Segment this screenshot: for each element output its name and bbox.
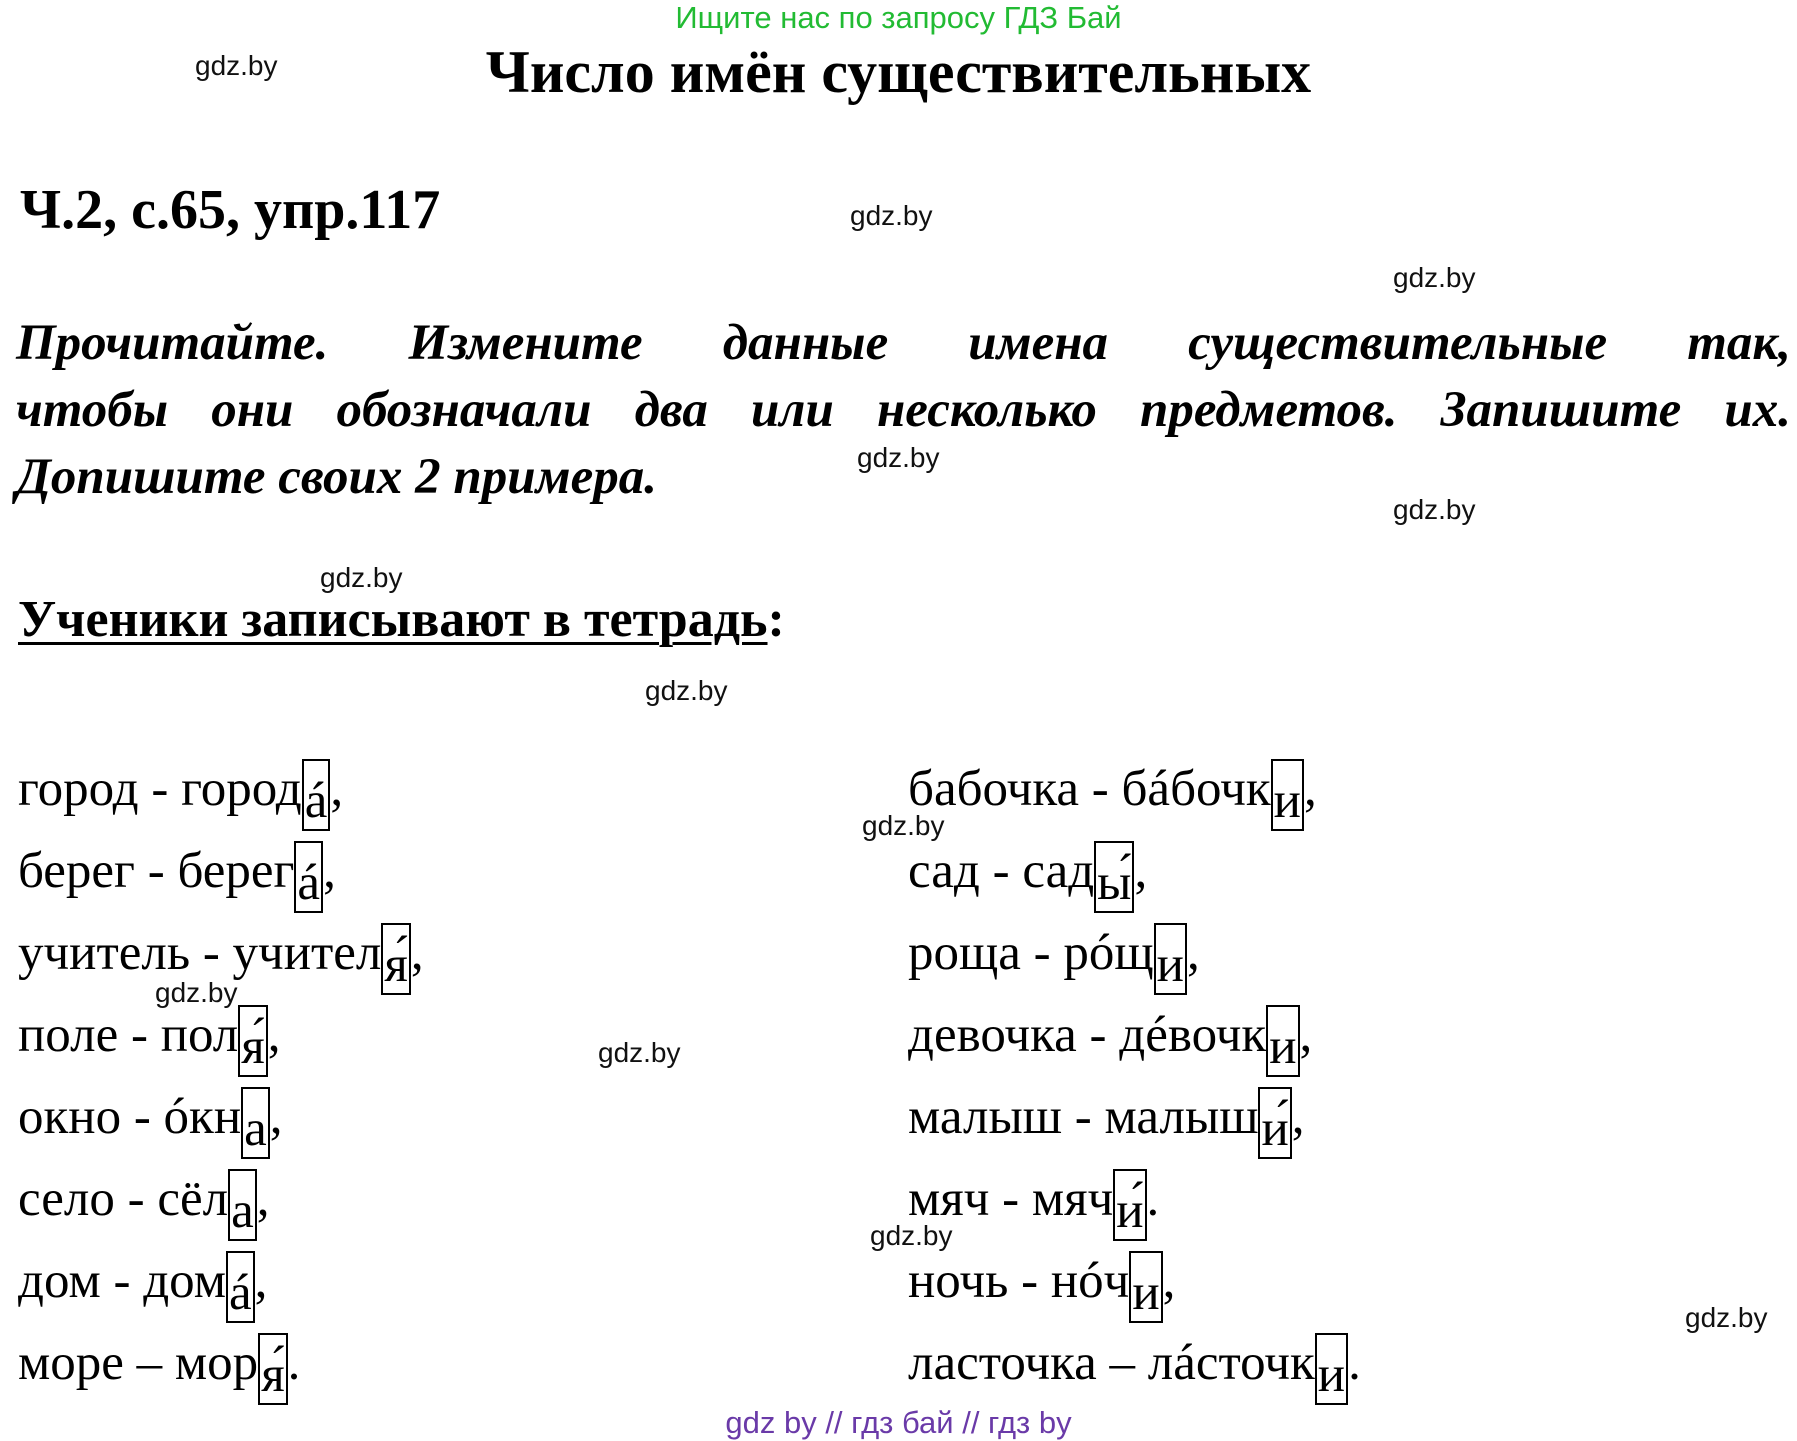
left-word-column: [18, 748, 424, 1404]
watermark: gdz.by: [195, 50, 278, 81]
punctuation: ,: [410, 925, 424, 981]
top-banner: Ищите нас по запросу ГДЗ Бай: [675, 0, 1122, 35]
word-pair-row: [18, 1240, 424, 1322]
punctuation: ,: [267, 1007, 281, 1063]
word-pair-row: [908, 1158, 1361, 1240]
punctuation: ,: [1134, 843, 1148, 899]
word-pair-row: [908, 912, 1361, 994]
word-pair-text: малыш - малыш: [908, 1089, 1259, 1145]
ending-box: я́: [381, 923, 410, 995]
punctuation: .: [1348, 1335, 1361, 1391]
word-pair-row: [18, 1158, 424, 1240]
word-pair-row: [18, 748, 424, 830]
word-pair-text: море – мор: [18, 1335, 259, 1391]
watermark: gdz.by: [1685, 1302, 1768, 1333]
word-pair-text: ласточка – лáсточк: [908, 1335, 1315, 1391]
task-line: Допишите своих 2 примера.: [16, 449, 657, 505]
watermark: gdz.by: [645, 675, 728, 706]
word-pair-text: роща - рóщ: [908, 925, 1154, 981]
word-pair-row: [908, 1322, 1361, 1404]
word-pair-row: [18, 1076, 424, 1158]
word-pair-text: окно - óкн: [18, 1089, 242, 1145]
ending-box: я́: [258, 1333, 287, 1405]
task-line: Прочитайте. Измените данные имена существительные так,: [16, 315, 1791, 371]
watermark: gdz.by: [870, 1220, 953, 1251]
word-pair-row: [908, 1240, 1361, 1322]
watermark: gdz.by: [320, 562, 403, 593]
ending-box: и: [1129, 1251, 1162, 1323]
task-instructions: [16, 310, 1791, 511]
ending-box: а: [228, 1169, 257, 1241]
ending-box: и́: [1258, 1087, 1291, 1159]
word-pair-text: бабочка - бáбочк: [908, 761, 1271, 817]
ending-box: и́: [1113, 1169, 1146, 1241]
punctuation: ,: [330, 761, 344, 817]
word-pair-row: [18, 830, 424, 912]
word-pair-text: дом - дом: [18, 1253, 226, 1309]
section-heading-text: Ученики записывают в тетрадь: [18, 591, 768, 648]
watermark: gdz.by: [1393, 262, 1476, 293]
punctuation: ,: [323, 843, 336, 899]
ending-box: а: [241, 1087, 270, 1159]
word-pair-row: [18, 1322, 424, 1404]
ending-box: я́: [238, 1005, 267, 1077]
word-pair-row: [908, 994, 1361, 1076]
word-pair-row: [908, 1076, 1361, 1158]
ending-box: á: [302, 759, 331, 831]
watermark: gdz.by: [155, 977, 238, 1008]
word-pair-text: девочка - дéвочк: [908, 1007, 1267, 1063]
punctuation: ,: [1299, 1007, 1313, 1063]
word-pair-text: учитель - учител: [18, 925, 382, 981]
right-word-column: [908, 748, 1361, 1404]
ending-box: и: [1154, 923, 1187, 995]
word-pair-row: [908, 830, 1361, 912]
punctuation: ,: [1291, 1089, 1305, 1145]
task-line: чтобы они обозначали два или несколько предметов. Запишите их.: [16, 382, 1791, 438]
punctuation: ,: [1186, 925, 1200, 981]
word-pair-row: [908, 748, 1361, 830]
ending-box: и: [1271, 759, 1304, 831]
section-heading-colon: :: [767, 591, 785, 648]
ending-box: и: [1315, 1333, 1348, 1405]
punctuation: ,: [1303, 761, 1317, 817]
watermark: gdz.by: [857, 442, 940, 473]
punctuation: ,: [1162, 1253, 1176, 1309]
ending-box: и: [1266, 1005, 1299, 1077]
word-pair-text: поле - пол: [18, 1007, 239, 1063]
word-pair-text: берег - берег: [18, 843, 295, 899]
ending-box: ы́: [1094, 841, 1134, 913]
ending-box: á: [294, 841, 323, 913]
bottom-watermark: gdz by // гдз бай // гдз by: [725, 1405, 1072, 1440]
punctuation: ,: [269, 1089, 283, 1145]
punctuation: ,: [256, 1171, 270, 1227]
punctuation: .: [287, 1335, 301, 1391]
section-heading: [18, 590, 785, 649]
watermark: gdz.by: [1393, 494, 1476, 525]
punctuation: .: [1146, 1171, 1160, 1227]
ending-box: á: [226, 1251, 255, 1323]
word-pair-text: село - сёл: [18, 1171, 229, 1227]
word-pair-text: ночь - нóч: [908, 1253, 1130, 1309]
punctuation: ,: [254, 1253, 268, 1309]
watermark: gdz.by: [598, 1037, 681, 1068]
exercise-reference: Ч.2, с.65, упр.117: [20, 179, 441, 241]
watermark: gdz.by: [862, 810, 945, 841]
page-title: Число имён существительных: [485, 39, 1312, 105]
word-pair-text: мяч - мяч: [908, 1171, 1114, 1227]
watermark: gdz.by: [850, 200, 933, 231]
word-pair-text: сад - сад: [908, 843, 1095, 899]
word-pair-text: город - город: [18, 761, 302, 817]
